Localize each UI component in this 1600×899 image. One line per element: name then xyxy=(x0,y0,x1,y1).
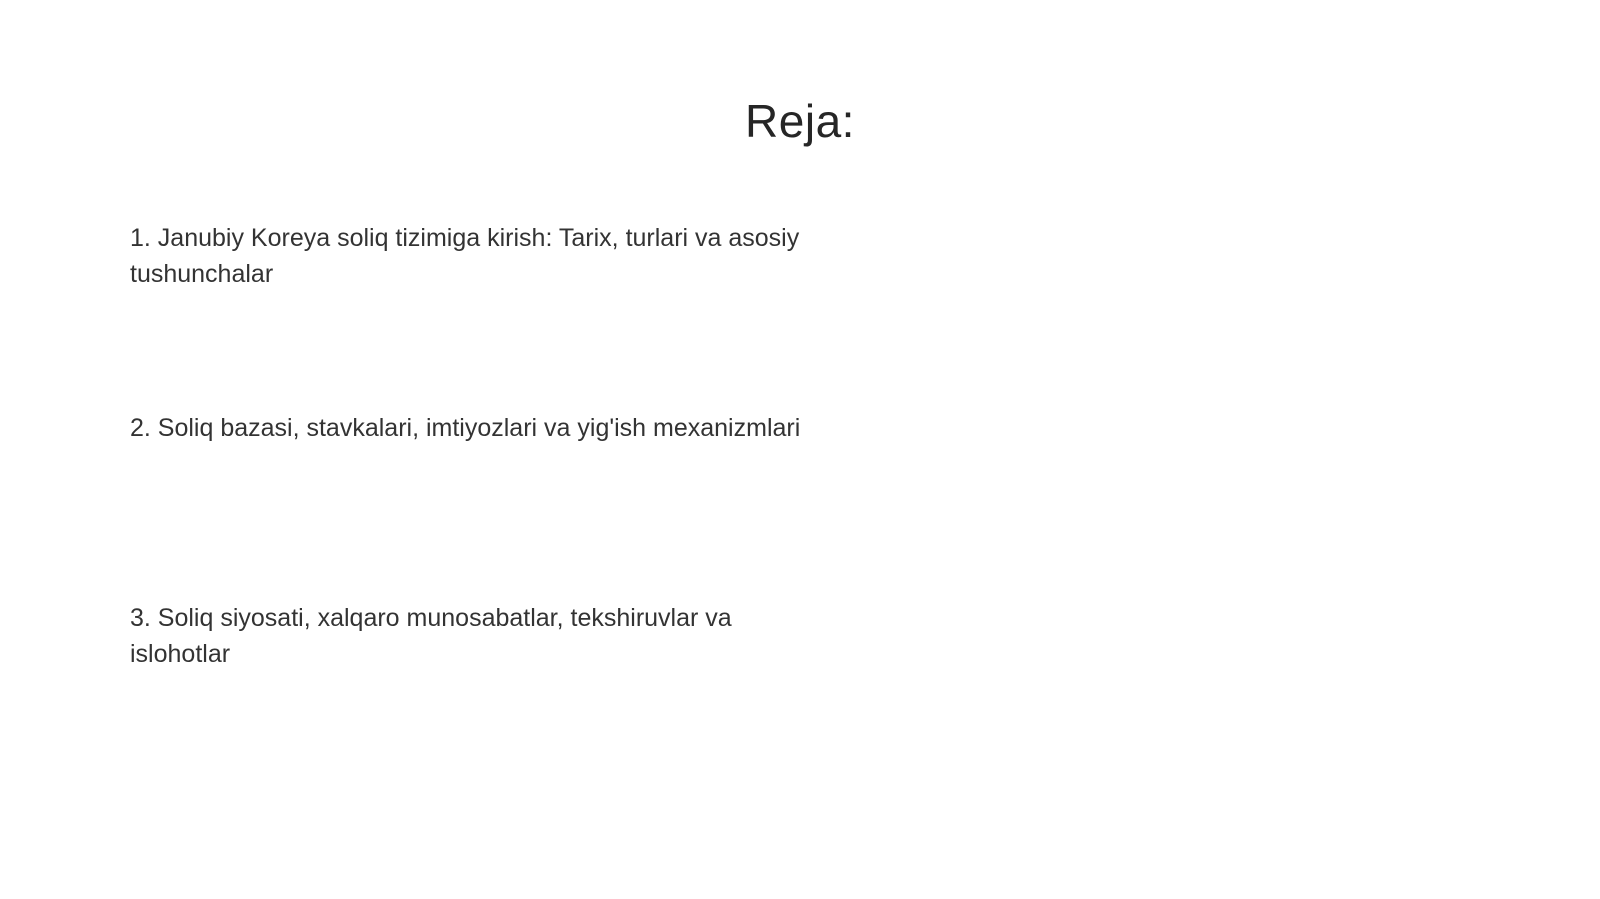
slide-title: Reja: xyxy=(745,94,855,147)
plan-item-3: 3. Soliq siyosati, xalqaro munosabatlar, tekshiruvlar va islohotlar xyxy=(130,604,732,668)
plan-item-2: 2. Soliq bazasi, stavkalari, imtiyozlari va yig'ish mexanizmlari xyxy=(130,414,801,442)
plan-item-1: 1. Janubiy Koreya soliq tizimiga kirish: Tarix, turlari va asosiy tushunchalar xyxy=(130,224,800,288)
